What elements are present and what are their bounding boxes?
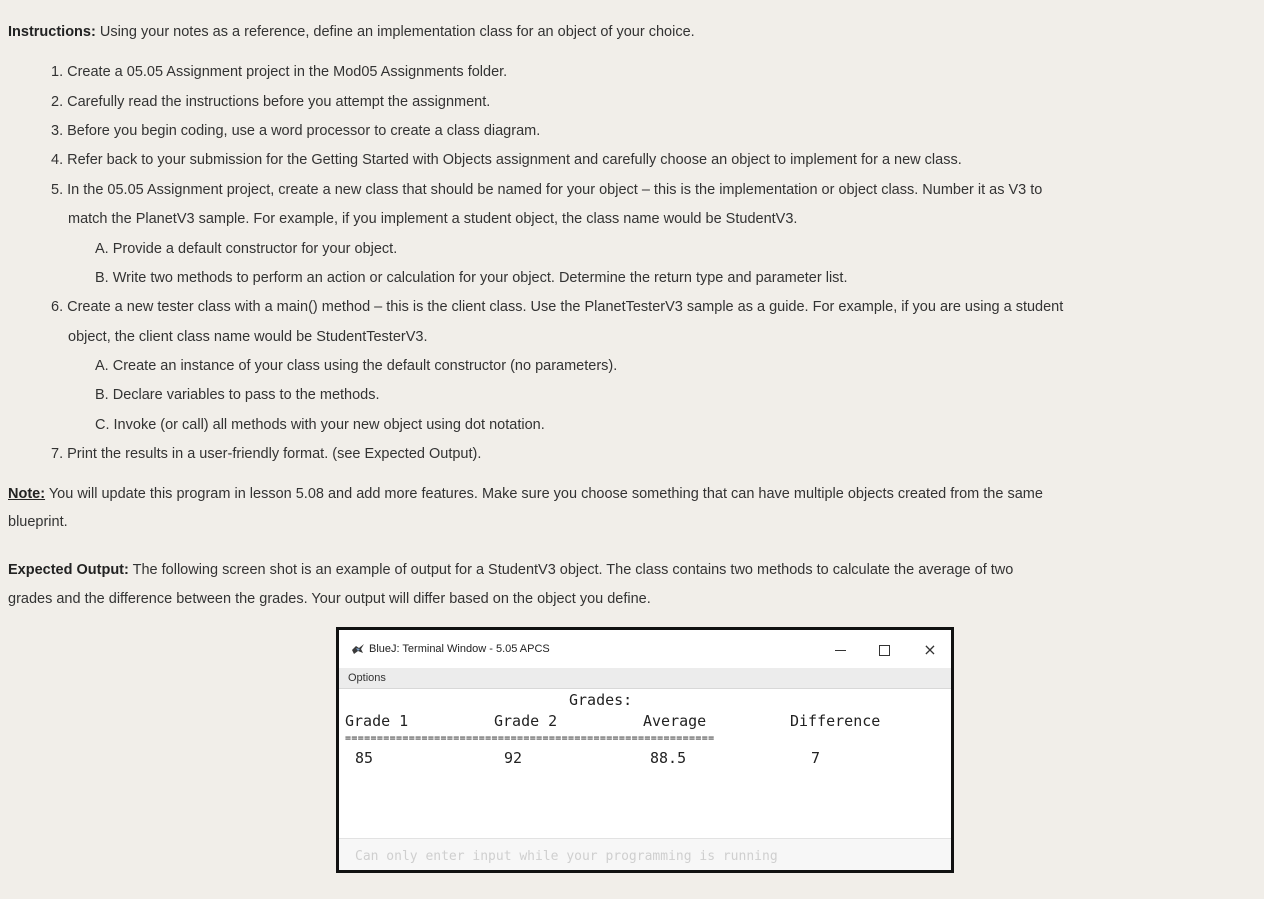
list-item (95, 268, 847, 288)
list-item-number: 6. (51, 299, 64, 315)
expected-output-label: Expected Output: (8, 562, 129, 578)
list-item (95, 385, 380, 405)
list-item (51, 180, 1042, 200)
maximize-icon[interactable] (869, 638, 899, 662)
list-item-text: Invoke (or call) all methods with your new object using dot notation. (113, 417, 545, 433)
list-item (51, 150, 962, 170)
bluej-bird-icon (351, 643, 365, 655)
terminal-input-field[interactable] (339, 838, 951, 873)
list-item (51, 121, 540, 141)
list-item-text: Create a 05.05 Assignment project in the Mod05 Assignments folder. (67, 64, 508, 80)
output-value-difference: 7 (811, 749, 821, 767)
output-value-grade-2: 92 (504, 749, 523, 767)
list-item (95, 239, 397, 259)
list-item-number: 4. (51, 152, 64, 168)
list-item-text: Declare variables to pass to the methods. (112, 387, 380, 403)
list-item (51, 444, 481, 464)
terminal-titlebar (339, 630, 951, 668)
terminal-title: BlueJ: Terminal Window - 5.05 APCS (369, 643, 550, 655)
list-item-letter: B. (95, 270, 109, 286)
list-item-text: Create an instance of your class using the default constructor (no parameters). (112, 358, 618, 374)
expected-output-continuation: grades and the difference between the grades. Your output will differ based on the object you define. (8, 591, 651, 607)
column-header-grade-2: Grade 2 (494, 712, 558, 730)
list-item-number: 3. (51, 123, 64, 139)
list-item-number: 2. (51, 94, 64, 110)
instructions-paragraph (8, 22, 695, 42)
list-item-text: Provide a default constructor for your object. (112, 241, 398, 257)
list-item (95, 415, 545, 435)
list-item-text: Before you begin coding, use a word processor to create a class diagram. (67, 123, 541, 139)
list-item (51, 92, 490, 112)
note-continuation: blueprint. (8, 514, 68, 530)
column-header-grade-1: Grade 1 (345, 712, 409, 730)
list-item-number: 1. (51, 64, 64, 80)
output-separator: ========================================================== (345, 733, 715, 744)
list-item-text: Write two methods to perform an action or calculation for your object. Determine the return type and parameter list. (112, 270, 848, 286)
close-icon[interactable]: × (923, 640, 937, 659)
list-item-text: Carefully read the instructions before you attempt the assignment. (67, 94, 491, 110)
scrollbar[interactable] (951, 695, 954, 709)
instructions-text: Using your notes as a reference, define an implementation class for an object of your choice. (95, 24, 695, 40)
output-value-average: 88.5 (650, 749, 687, 767)
list-item-letter: C. (95, 417, 110, 433)
minimize-icon[interactable] (825, 638, 855, 662)
note-paragraph (8, 484, 1043, 504)
options-menu[interactable]: Options (348, 672, 386, 684)
terminal-window (336, 627, 954, 873)
note-text: You will update this program in lesson 5.08 and add more features. Make sure you choose something that can have multiple objects created from the same (45, 486, 1043, 502)
expected-output-text: The following screen shot is an example of output for a StudentV3 object. The class contains two methods to calculate the average of two (128, 562, 1014, 578)
expected-output-paragraph (8, 560, 1013, 580)
list-item-continuation: object, the client class name would be StudentTesterV3. (68, 329, 428, 345)
output-value-grade-1: 85 (355, 749, 374, 767)
list-item-letter: A. (95, 241, 109, 257)
note-label: Note: (8, 486, 46, 502)
list-item-number: 5. (51, 182, 64, 198)
list-item-continuation: match the PlanetV3 sample. For example, if you implement a student object, the class name would be StudentV3. (68, 211, 798, 227)
terminal-output (339, 689, 951, 837)
list-item (51, 62, 507, 82)
list-item-text: Create a new tester class with a main() method – this is the client class. Use the PlanetTesterV3 sample as a guide. For example, if you are using a student (67, 299, 1064, 315)
terminal-menubar (339, 668, 951, 689)
list-item-number: 7. (51, 446, 64, 462)
list-item-text: Print the results in a user-friendly format. (see Expected Output). (67, 446, 482, 462)
terminal-input-placeholder: Can only enter input while your programming is running (355, 849, 778, 864)
list-item-text: In the 05.05 Assignment project, create a new class that should be named for your object – this is the implementation or object class. Number it as V3 to (67, 182, 1043, 198)
instructions-label: Instructions: (8, 24, 96, 40)
output-heading: Grades: (569, 691, 633, 709)
list-item (95, 356, 617, 376)
list-item-text: Refer back to your submission for the Getting Started with Objects assignment and carefully choose an object to implement for a new class. (67, 152, 962, 168)
list-item-letter: B. (95, 387, 109, 403)
list-item-letter: A. (95, 358, 109, 374)
column-header-difference: Difference (790, 712, 881, 730)
list-item (51, 297, 1063, 317)
column-header-average: Average (643, 712, 707, 730)
